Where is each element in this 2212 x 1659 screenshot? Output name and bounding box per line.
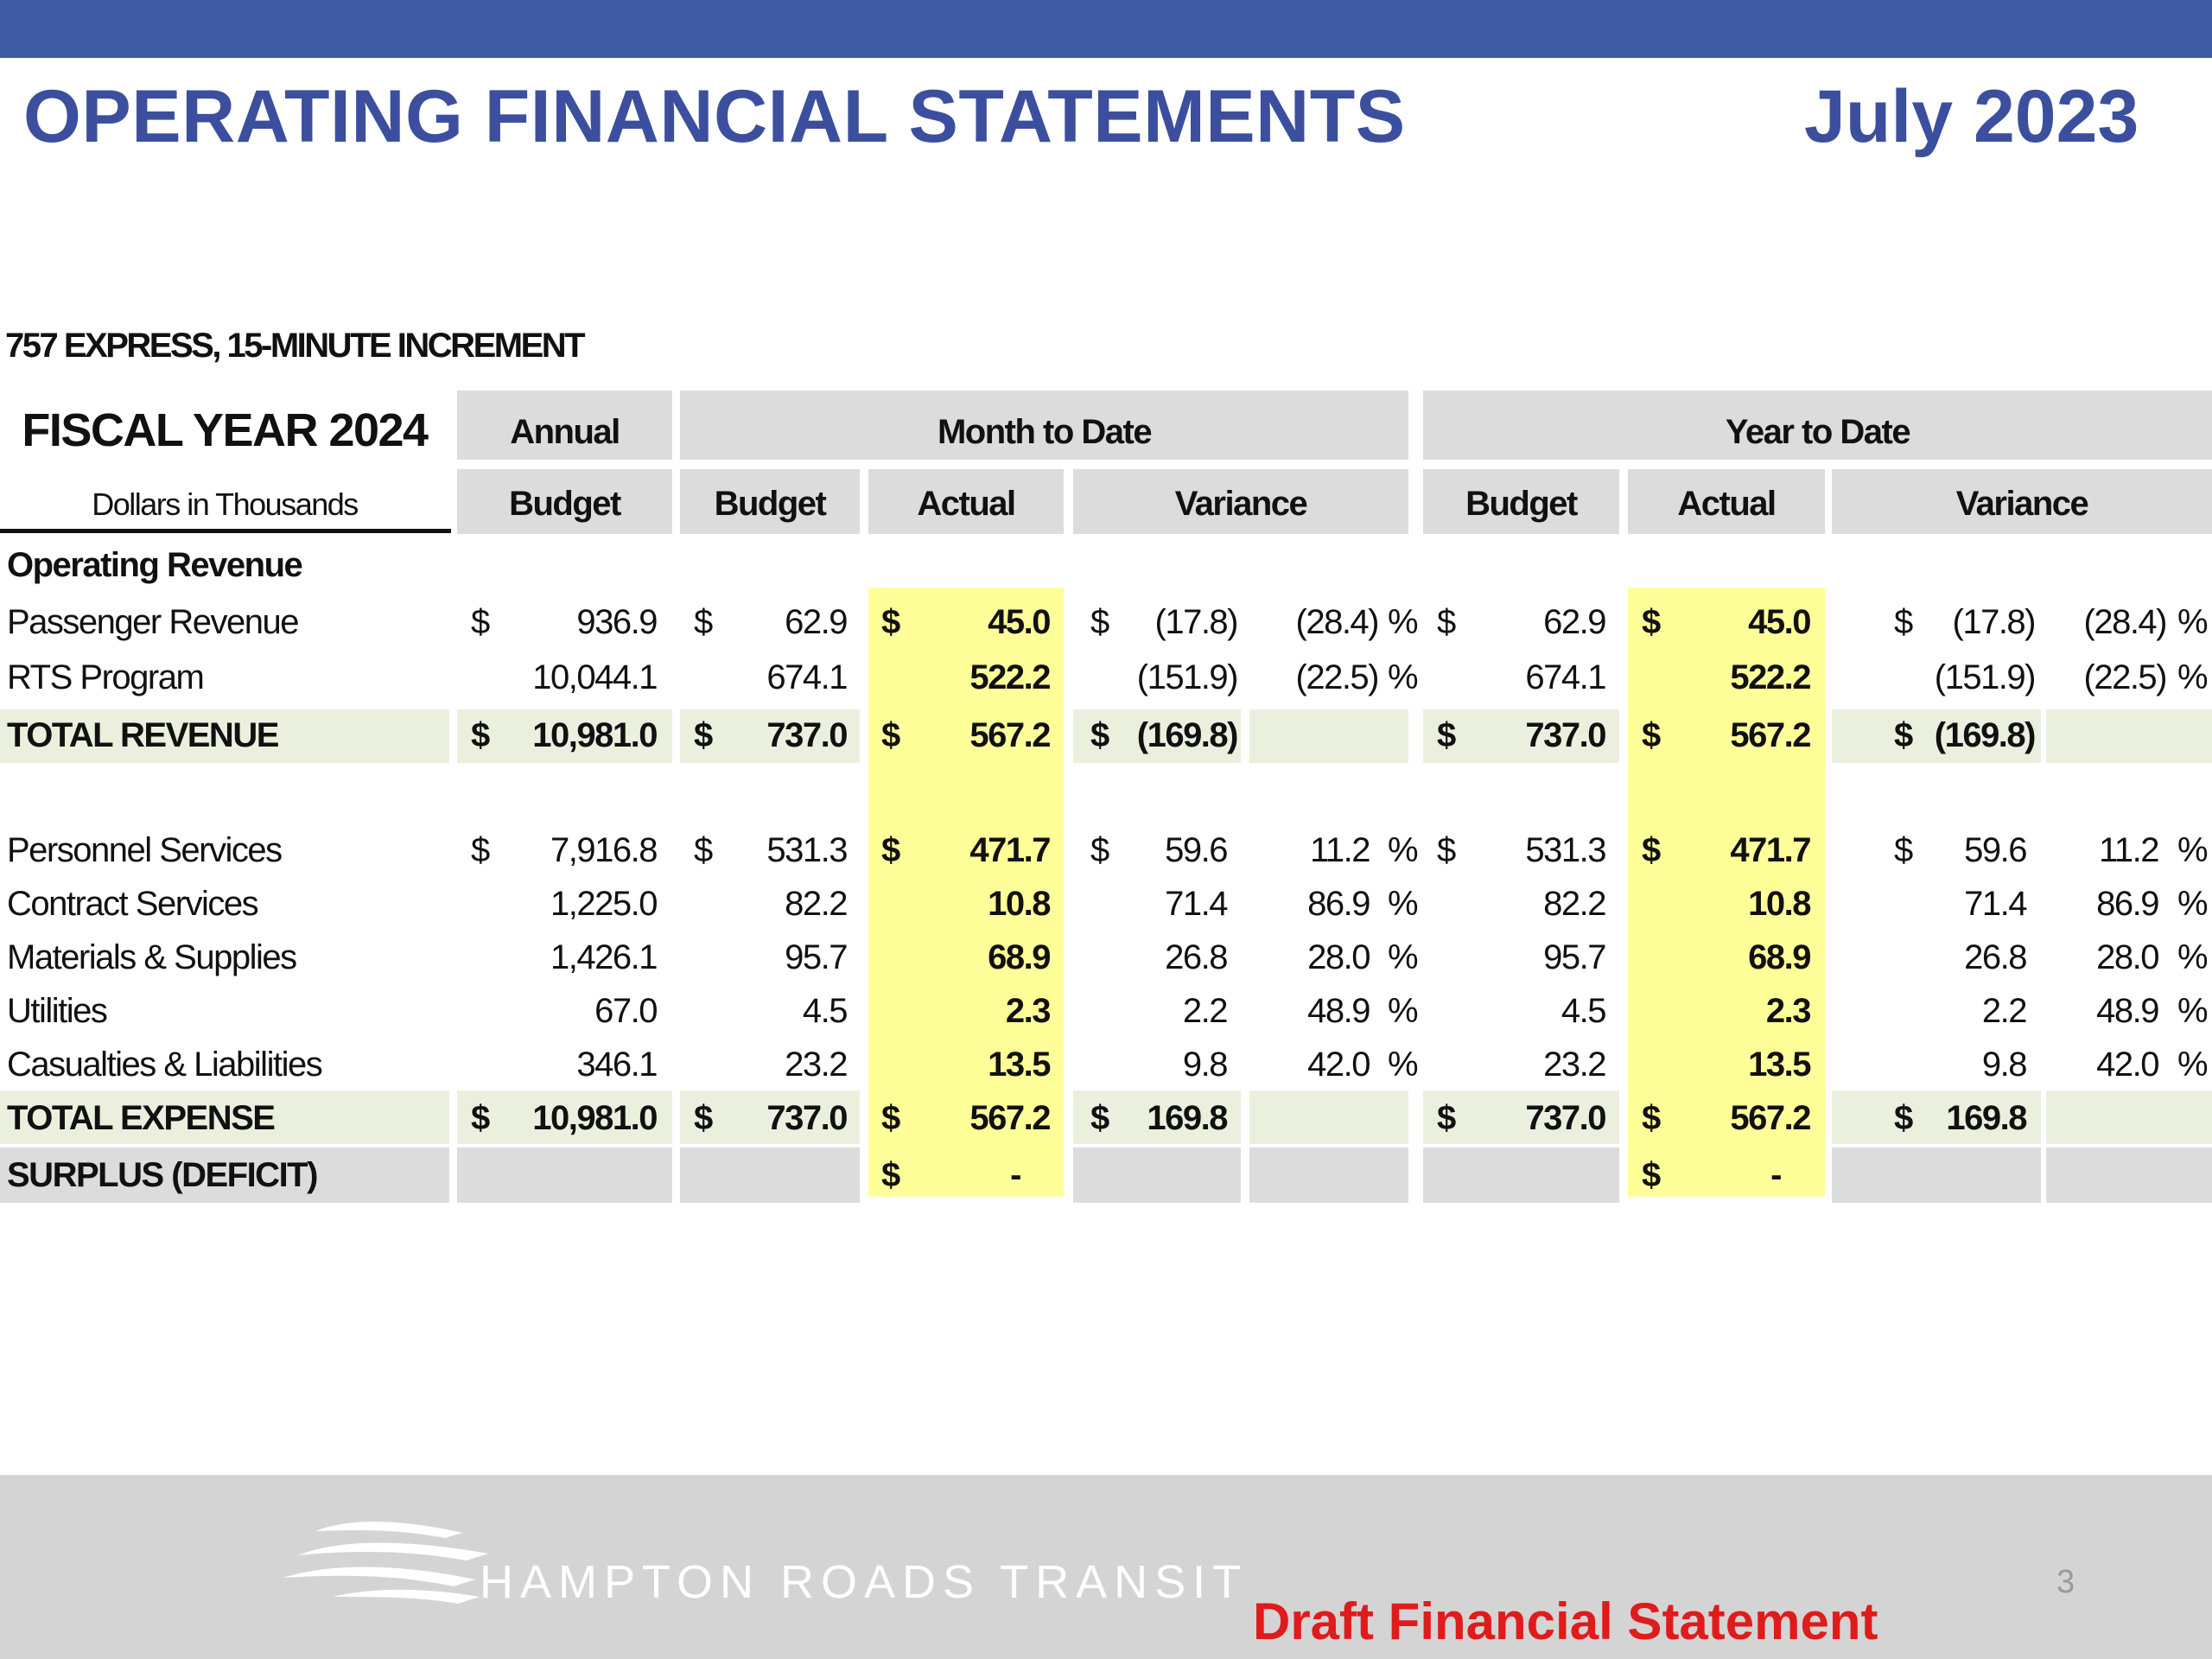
dollar-sign: $ [471,831,489,869]
ytd-variance-value: 169.8 [1946,1099,2026,1137]
mtd-budget-value: 737.0 [766,716,847,754]
ytd-variance-percent: 86.9 [2096,885,2158,923]
mtd-budget-value: 95.7 [785,938,847,976]
report-period: July 2023 [1804,75,2139,158]
dollar-sign: $ [1894,831,1912,869]
col-mtd-budget: Budget [714,485,826,523]
dollar-sign: $ [1894,1099,1912,1137]
units-label: Dollars in Thousands [92,486,358,522]
ytd-actual-value: 522.2 [1730,658,1810,696]
mtd-variance-percent: 42.0 [1307,1046,1370,1084]
dollar-sign: $ [881,1156,899,1194]
col-annual-budget: Budget [509,485,620,523]
dollar-sign: $ [1642,716,1660,754]
ytd-budget-value: 737.0 [1525,1099,1605,1137]
dollar-sign: $ [471,716,489,754]
dollar-sign: $ [1642,1099,1660,1137]
mtd-variance-value: (17.8) [1154,603,1237,641]
fiscal-year-heading: FISCAL YEAR 2024 [22,404,428,456]
mtd-actual-value: 567.2 [969,716,1050,754]
percent-sign: % [2177,992,2208,1030]
dollar-sign: $ [1642,1156,1660,1194]
dollar-sign: $ [1642,831,1660,869]
annual-budget-value: 7,916.8 [550,831,657,869]
dollar-sign: $ [1090,716,1109,754]
col-mtd-actual: Actual [917,485,1015,523]
section-operating-revenue: Operating Revenue [7,546,302,584]
page-title: OPERATING FINANCIAL STATEMENTS [23,75,1406,158]
ytd-budget-value: 62.9 [1543,603,1605,641]
dollar-sign: $ [694,831,712,869]
surplus-annual-bg [457,1147,672,1203]
dollar-sign: $ [1437,603,1455,641]
dollar-sign: $ [1642,603,1660,641]
mtd-actual-value: 471.7 [969,831,1050,869]
mtd-variance-value: 59.6 [1165,831,1227,869]
dollar-sign: $ [1894,716,1912,754]
mtd-variance-percent: (28.4) [1295,603,1378,641]
mtd-variance-value: 71.4 [1165,885,1227,923]
dollar-sign: $ [1437,831,1455,869]
percent-sign: % [2177,831,2208,869]
annual-budget-value: 10,981.0 [532,716,657,754]
dollar-sign: $ [694,716,712,754]
dollar-sign: $ [881,603,899,641]
dollar-sign: $ [1437,716,1455,754]
row-label: Utilities [7,992,107,1030]
percent-sign: % [2177,658,2208,696]
surplus-mtd-pct-bg [1249,1147,1408,1203]
mtd-actual-value: 13.5 [988,1046,1050,1084]
mtd-variance-value: 2.2 [1182,992,1227,1030]
row-label: TOTAL EXPENSE [7,1099,275,1137]
mtd-variance-percent: 28.0 [1307,938,1370,976]
ytd-budget-value: 4.5 [1560,992,1605,1030]
draft-label: Draft Financial Statement [1253,1592,1878,1650]
header-underline [0,529,451,533]
mtd-actual-value: 45.0 [988,603,1050,641]
dollar-sign: $ [1090,1099,1109,1137]
ytd-budget-value: 23.2 [1543,1046,1605,1084]
ytd-variance-percent: (28.4) [2083,603,2166,641]
percent-sign: % [2177,603,2208,641]
row-label: Materials & Supplies [7,938,296,976]
ytd-budget-value: 95.7 [1543,938,1605,976]
percent-sign: % [2177,938,2208,976]
dollar-sign: $ [694,603,712,641]
mtd-budget-value: 82.2 [785,885,847,923]
total-expense-mtd-pct-bg [1249,1090,1408,1144]
annual-budget-value: 346.1 [576,1046,657,1084]
ytd-actual-value: 10.8 [1748,885,1810,923]
ytd-actual-value: 45.0 [1748,603,1810,641]
group-year-to-date: Year to Date [1725,413,1910,451]
mtd-budget-value: 531.3 [766,831,847,869]
mtd-variance-value: (151.9) [1136,658,1237,696]
ytd-variance-value: 9.8 [1981,1046,2026,1084]
percent-sign: % [1388,938,1418,976]
mtd-variance-value: 26.8 [1165,938,1227,976]
mtd-actual-value: 2.3 [1005,992,1050,1030]
dollar-sign: $ [471,1099,489,1137]
ytd-variance-value: 26.8 [1964,938,2026,976]
col-ytd-actual: Actual [1677,485,1776,523]
ytd-budget-value: 531.3 [1525,831,1605,869]
percent-sign: % [1388,992,1418,1030]
percent-sign: % [1388,831,1418,869]
ytd-variance-value: 59.6 [1964,831,2026,869]
surplus-ytd-budget-bg [1423,1147,1619,1203]
surplus-ytd-pct-bg [2046,1147,2212,1203]
col-ytd-variance: Variance [1955,485,2088,523]
dollar-sign: $ [881,716,899,754]
dollar-sign: $ [881,831,899,869]
ytd-variance-percent: 42.0 [2096,1046,2158,1084]
mtd-actual-value: 10.8 [988,885,1050,923]
mtd-variance-percent: 48.9 [1307,992,1370,1030]
ytd-variance-percent: 48.9 [2096,992,2158,1030]
annual-budget-value: 936.9 [576,603,657,641]
dollar-sign: $ [881,1099,899,1137]
top-bar [0,0,2212,58]
surplus-mtd-var-bg [1073,1147,1241,1203]
total-revenue-ytd-pct-bg [2046,709,2212,763]
row-label: Personnel Services [7,831,282,869]
ytd-actual-value: 2.3 [1765,992,1810,1030]
total-revenue-mtd-pct-bg [1249,709,1408,763]
mtd-variance-value: (169.8) [1136,716,1237,754]
mtd-actual-value: 68.9 [988,938,1050,976]
annual-budget-value: 10,981.0 [532,1099,657,1137]
dollar-sign: $ [694,1099,712,1137]
mtd-actual-value: 567.2 [969,1099,1050,1137]
ytd-variance-value: 71.4 [1964,885,2026,923]
mtd-budget-value: 674.1 [766,658,847,696]
surplus-mtd-budget-bg [680,1147,860,1203]
report-subtitle: 757 EXPRESS, 15-MINUTE INCREMENT [5,327,584,365]
group-month-to-date: Month to Date [937,413,1152,451]
ytd-actual-value: 567.2 [1730,716,1810,754]
ytd-budget-value: 737.0 [1525,716,1605,754]
mtd-actual-value: 522.2 [969,658,1050,696]
mtd-actual-value: - [1010,1156,1020,1194]
row-label: Contract Services [7,885,258,923]
row-label: RTS Program [7,658,204,696]
ytd-actual-value: 567.2 [1730,1099,1810,1137]
row-label: Casualties & Liabilities [7,1046,322,1084]
mtd-variance-percent: (22.5) [1295,658,1378,696]
percent-sign: % [2177,885,2208,923]
dollar-sign: $ [1437,1099,1455,1137]
ytd-variance-value: (17.8) [1952,603,2035,641]
mtd-budget-value: 4.5 [802,992,847,1030]
percent-sign: % [2177,1046,2208,1084]
ytd-variance-value: (169.8) [1934,716,2035,754]
row-label: TOTAL REVENUE [7,716,278,754]
ytd-variance-value: (151.9) [1934,658,2035,696]
col-ytd-budget: Budget [1465,485,1577,523]
dollar-sign: $ [1090,831,1109,869]
dollar-sign: $ [1090,603,1109,641]
mtd-variance-value: 9.8 [1182,1046,1227,1084]
ytd-variance-value: 2.2 [1981,992,2026,1030]
ytd-budget-value: 82.2 [1543,885,1605,923]
mtd-budget-value: 737.0 [766,1099,847,1137]
mtd-variance-value: 169.8 [1147,1099,1227,1137]
percent-sign: % [1388,1046,1418,1084]
col-mtd-variance: Variance [1174,485,1307,523]
ytd-variance-percent: 11.2 [2099,831,2158,869]
annual-budget-value: 1,225.0 [550,885,657,923]
mtd-budget-value: 62.9 [785,603,847,641]
dollar-sign: $ [1894,603,1912,641]
dollar-sign: $ [471,603,489,641]
ytd-actual-value: - [1770,1156,1781,1194]
row-label: Passenger Revenue [7,603,298,641]
surplus-ytd-var-bg [1832,1147,2041,1203]
ytd-actual-value: 68.9 [1748,938,1810,976]
ytd-actual-value: 13.5 [1748,1046,1810,1084]
ytd-budget-value: 674.1 [1525,658,1605,696]
percent-sign: % [1388,658,1418,696]
page-number: 3 [2056,1564,2075,1600]
annual-budget-value: 1,426.1 [550,938,657,976]
ytd-variance-percent: (22.5) [2083,658,2166,696]
annual-budget-value: 67.0 [594,992,657,1030]
percent-sign: % [1388,885,1418,923]
percent-sign: % [1388,603,1418,641]
group-annual: Annual [510,413,620,451]
brand-name: HAMPTON ROADS TRANSIT [480,1556,1249,1608]
ytd-variance-percent: 28.0 [2096,938,2158,976]
total-expense-ytd-pct-bg [2046,1090,2212,1144]
ytd-actual-value: 471.7 [1730,831,1810,869]
mtd-variance-percent: 11.2 [1310,831,1370,869]
mtd-budget-value: 23.2 [785,1046,847,1084]
mtd-variance-percent: 86.9 [1307,885,1370,923]
annual-budget-value: 10,044.1 [532,658,657,696]
row-label: SURPLUS (DEFICIT) [7,1156,317,1194]
